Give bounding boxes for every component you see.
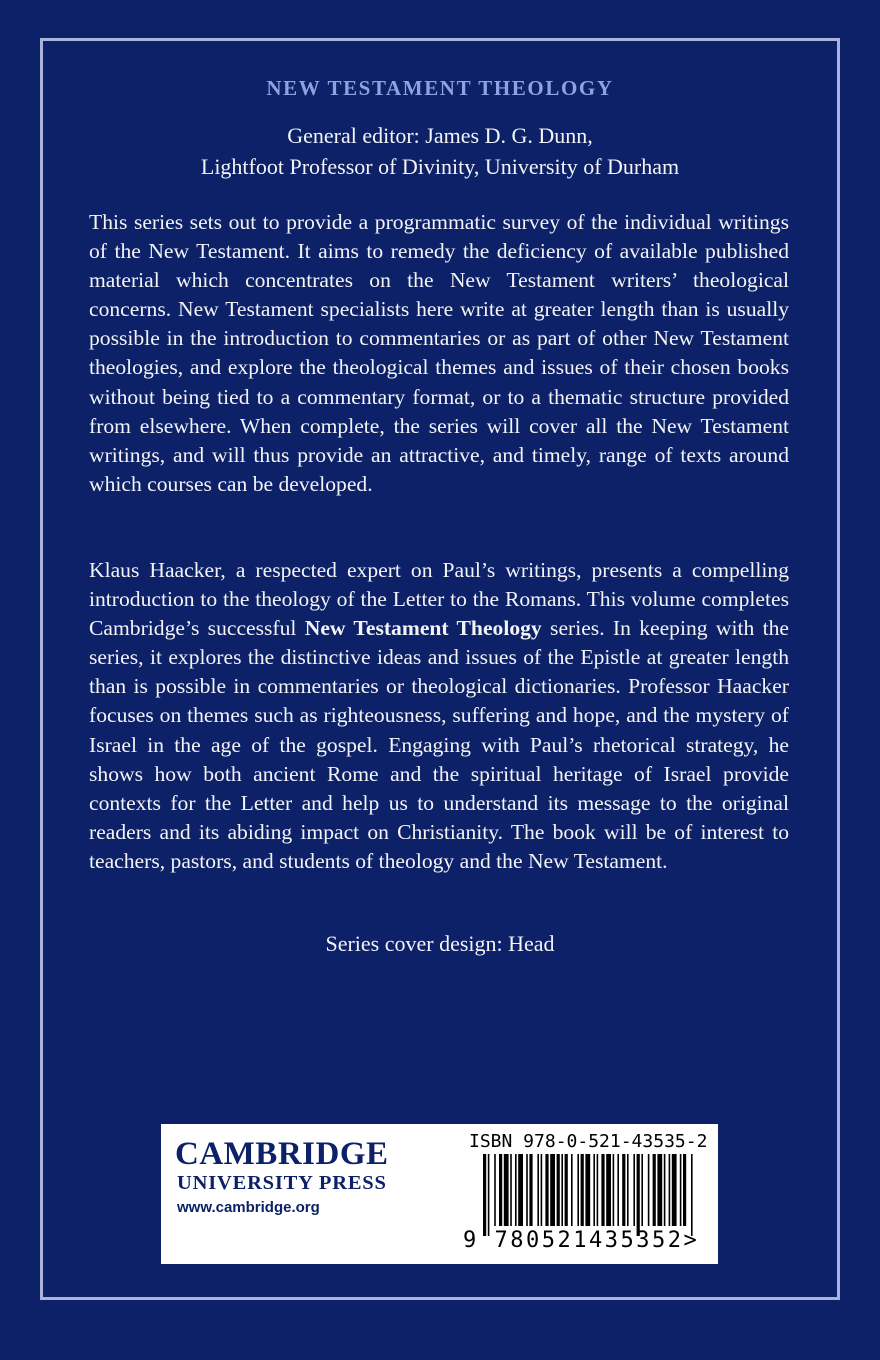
design-credit: Series cover design: Head [325,931,555,956]
publisher-press: UNIVERSITY PRESS [177,1172,387,1194]
editor-line-1: General editor: James D. G. Dunn, [287,123,593,148]
ean-arrow: > [683,1228,700,1253]
barcode-icon [483,1154,695,1236]
editor-line-2: Lightfoot Professor of Divinity, University of Durham [200,154,680,179]
publisher-url: www.cambridge.org [177,1199,320,1216]
publisher-barcode-label [161,1124,718,1264]
series-description: This series sets out to provide a programmatic survey of the individual writings of the New Testament. It aims to remedy the deficiency of available published material which concentrates on the New Testament writers’ theological concerns. New Testament specialists here write at greater length than is usually possible in the introduction to commentaries or as part of other New Testament theologies, and explore the theological themes and issues of their chosen books without being tied to a commentary format, or to a thematic structure provided from elsewhere. When complete, the series will cover all the New Testament writings, and will thus provide an attractive, and timely, range of texts around which courses can be developed. [89,210,789,496]
book-description-text-2: series. In keeping with the series, it explores the distinctive ideas and issues of the Epistle at greater length than is possible in commentaries or theological dictionaries. Professor Haacker focuses on themes such as righteousness, suffering and hope, and the mystery of Israel in the age of the gospel. Engaging with Paul’s rhetorical strategy, he shows how both ancient Rome and the spiritual heritage of Israel provide contexts for the Letter and help us to understand its message to the original readers and its abiding impact on Christianity. The book will be of interest to teachers, pastors, and students of theology and the New Testament. [89,616,789,873]
isbn-text: ISBN 978-0-521-43535-2 [469,1131,708,1152]
book-description [89,556,789,876]
ean-left-group: 780521 [494,1228,589,1253]
publisher-name: CAMBRIDGE [175,1136,389,1172]
series-title: NEW TESTAMENT THEOLOGY [266,76,614,100]
series-name-bold: New Testament Theology [304,616,542,641]
ean-first-digit: 9 [463,1228,479,1253]
general-editor [0,120,880,182]
ean-right-group: 435352 [588,1228,684,1253]
ean-digits [463,1228,699,1253]
book-description-text-1: Klaus Haacker, a respected expert on Paul’s writings, presents a compelling introduction to the theology of the Letter to the Romans. This volume completes Cambridge’s successful [89,558,789,641]
